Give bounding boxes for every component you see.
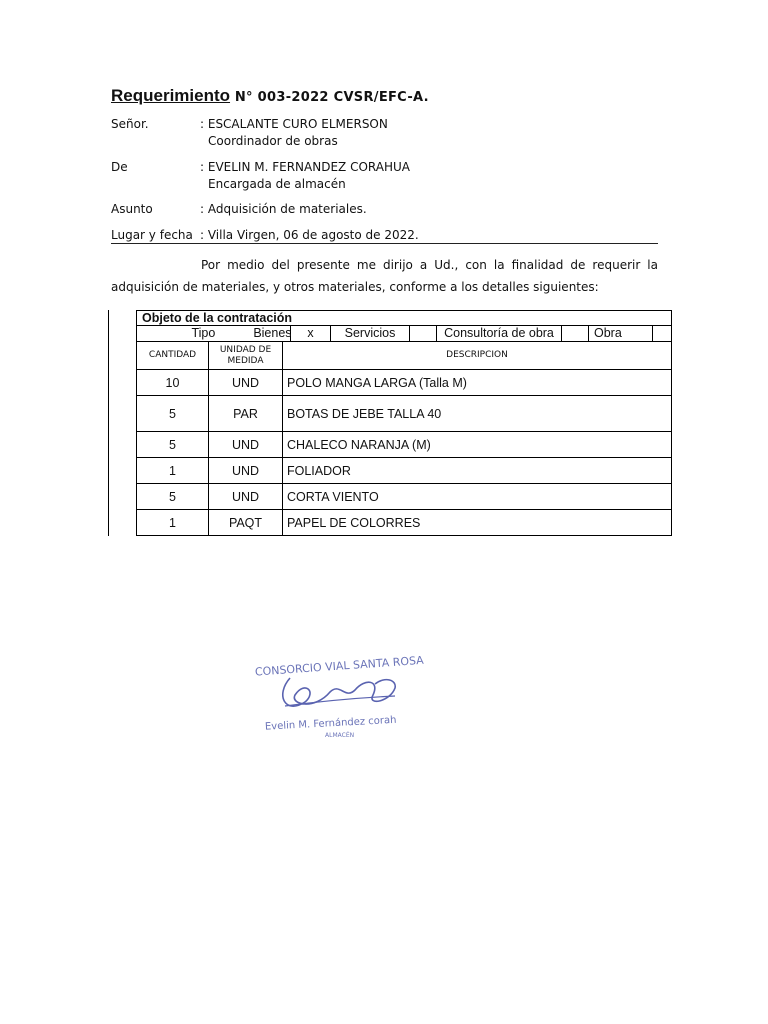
col-unidad-header: UNIDAD DE MEDIDA — [219, 344, 272, 366]
separator-rule — [111, 243, 658, 244]
lugar-value: : Villa Virgen, 06 de agosto de 2022. — [200, 228, 419, 242]
intro-paragraph: Por medio del presente me dirijo a Ud., con la finalidad de requerir la adquisición de materiales, y otros materiales, conforme a los detalles siguientes: — [111, 258, 658, 294]
servicios-label: Servicios — [344, 326, 396, 340]
row-unidad: PAQT — [228, 515, 263, 530]
row-descripcion: CHALECO NARANJA (M) — [287, 437, 431, 452]
stamp-org-text: CONSORCIO VIAL SANTA ROSA — [254, 653, 425, 679]
row-descripcion: BOTAS DE JEBE TALLA 40 — [287, 406, 442, 421]
de-label: De — [111, 160, 128, 174]
de-role: Encargada de almacén — [208, 177, 346, 191]
row-cantidad: 10 — [165, 375, 180, 390]
table-left-border — [108, 310, 109, 536]
row-cantidad: 1 — [169, 463, 176, 478]
senor-label: Señor. — [111, 117, 149, 131]
signature-stamp — [245, 640, 430, 740]
senor-role: Coordinador de obras — [208, 134, 338, 148]
tipo-divider — [561, 325, 562, 341]
row-cantidad: 5 — [169, 489, 176, 504]
senor-name: : ESCALANTE CURO ELMERSON — [200, 117, 388, 131]
row-descripcion: POLO MANGA LARGA (Talla M) — [287, 375, 467, 390]
document-number: N° 003-2022 CVSR/EFC-A. — [230, 90, 429, 105]
row-descripcion: FOLIADOR — [287, 463, 351, 478]
asunto-value: : Adquisición de materiales. — [200, 202, 367, 216]
row-unidad: UND — [231, 375, 260, 390]
document-title — [111, 86, 429, 106]
table-bottom-border — [136, 535, 671, 536]
col-descripcion-header: DESCRIPCION — [446, 350, 508, 360]
tipo-divider — [409, 325, 410, 341]
col-cantidad-header: CANTIDAD — [148, 350, 197, 360]
row-cantidad: 5 — [169, 437, 176, 452]
objeto-label: Objeto de la contratación — [142, 310, 293, 325]
row-descripcion: PAPEL DE COLORRES — [287, 515, 421, 530]
bienes-label: Bienes — [253, 326, 292, 340]
consultoria-label: Consultoría de obra — [444, 326, 554, 340]
lugar-label: Lugar y fecha — [111, 228, 193, 242]
stamp-role-text: ALMACÉN — [325, 732, 355, 739]
row-unidad: UND — [231, 437, 260, 452]
document-type: Requerimiento — [111, 86, 231, 105]
row-descripcion: CORTA VIENTO — [287, 489, 379, 504]
tipo-label: Tipo Bienes — [191, 326, 292, 340]
asunto-label: Asunto — [111, 202, 153, 216]
row-cantidad: 1 — [169, 515, 176, 530]
row-unidad: UND — [231, 489, 260, 504]
de-name: : EVELIN M. FERNANDEZ CORAHUA — [200, 160, 410, 174]
table-right-border — [671, 310, 672, 536]
row-unidad: UND — [231, 463, 260, 478]
tipo-divider — [588, 325, 589, 341]
bienes-mark: x — [307, 326, 314, 340]
row-unidad: PAR — [233, 406, 258, 421]
obra-label: Obra — [594, 326, 622, 340]
stamp-name-text: Evelin M. Fernández corah — [264, 714, 397, 733]
row-cantidad: 5 — [169, 406, 176, 421]
signature-scribble — [283, 678, 395, 706]
